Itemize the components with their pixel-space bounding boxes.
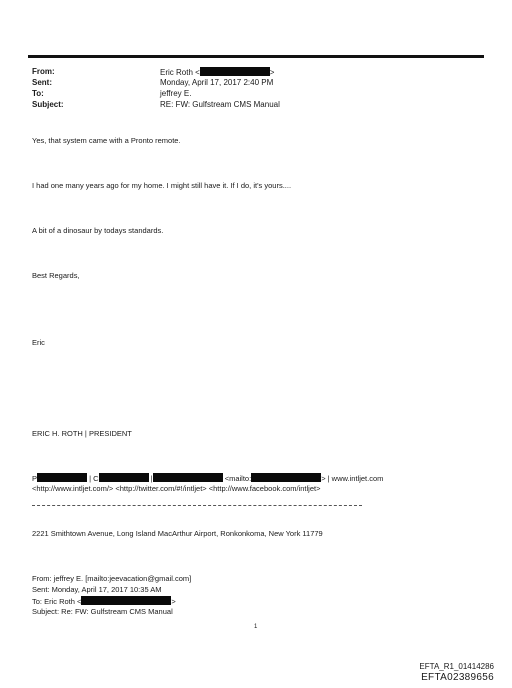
quoted-to: To: Eric Roth < > [32, 597, 176, 606]
body-paragraph-1: Yes, that system came with a Pronto remote. [32, 136, 181, 145]
to-value: jeffrey E. [160, 89, 192, 98]
body-paragraph-3: A bit of a dinosaur by todays standards. [32, 226, 164, 235]
subject-label: Subject: [32, 100, 64, 109]
website-link[interactable]: > | www.intljet.com [321, 474, 384, 483]
subject-value: RE: FW: Gulfstream CMS Manual [160, 100, 280, 109]
signature-links-line[interactable]: <http://www.intljet.com/> <http://twitter.com/#!/intljet> <http://www.facebook.com/intljet> [32, 484, 321, 493]
header-rule [28, 55, 484, 58]
redacted-email-quoted [81, 596, 171, 605]
bates-number-1: EFTA_R1_01414286 [419, 662, 494, 671]
from-label: From: [32, 67, 55, 76]
signature-contact-line: P | C <mailto: > | www.intljet.com [32, 474, 384, 483]
redacted-cell [99, 473, 149, 482]
signature-address: 2221 Smithtown Avenue, Long Island MacArthur Airport, Ronkonkoma, New York 11779 [32, 529, 323, 538]
quoted-sent: Sent: Monday, April 17, 2017 10:35 AM [32, 585, 162, 594]
quoted-subject: Subject: Re: FW: Gulfstream CMS Manual [32, 607, 173, 616]
redacted-phone [37, 473, 87, 482]
redacted-email-signature [153, 473, 223, 482]
redacted-email [200, 67, 270, 76]
quoted-from: From: jeffrey E. [mailto:jeevacation@gmail.com] [32, 574, 192, 583]
bates-number-2: EFTA02389656 [421, 672, 494, 683]
from-value: Eric Roth < > [160, 68, 275, 77]
closing-line: Best Regards, [32, 271, 80, 280]
signature-title: ERIC H. ROTH | PRESIDENT [32, 429, 132, 438]
to-label: To: [32, 89, 44, 98]
sent-value: Monday, April 17, 2017 2:40 PM [160, 78, 274, 87]
body-paragraph-2: I had one many years ago for my home. I might still have it. If I do, it's yours.... [32, 181, 292, 190]
sender-name: Eric [32, 338, 45, 347]
page-number: 1 [254, 624, 258, 630]
sent-label: Sent: [32, 78, 52, 87]
dashed-separator [32, 505, 362, 506]
redacted-mailto [251, 473, 321, 482]
